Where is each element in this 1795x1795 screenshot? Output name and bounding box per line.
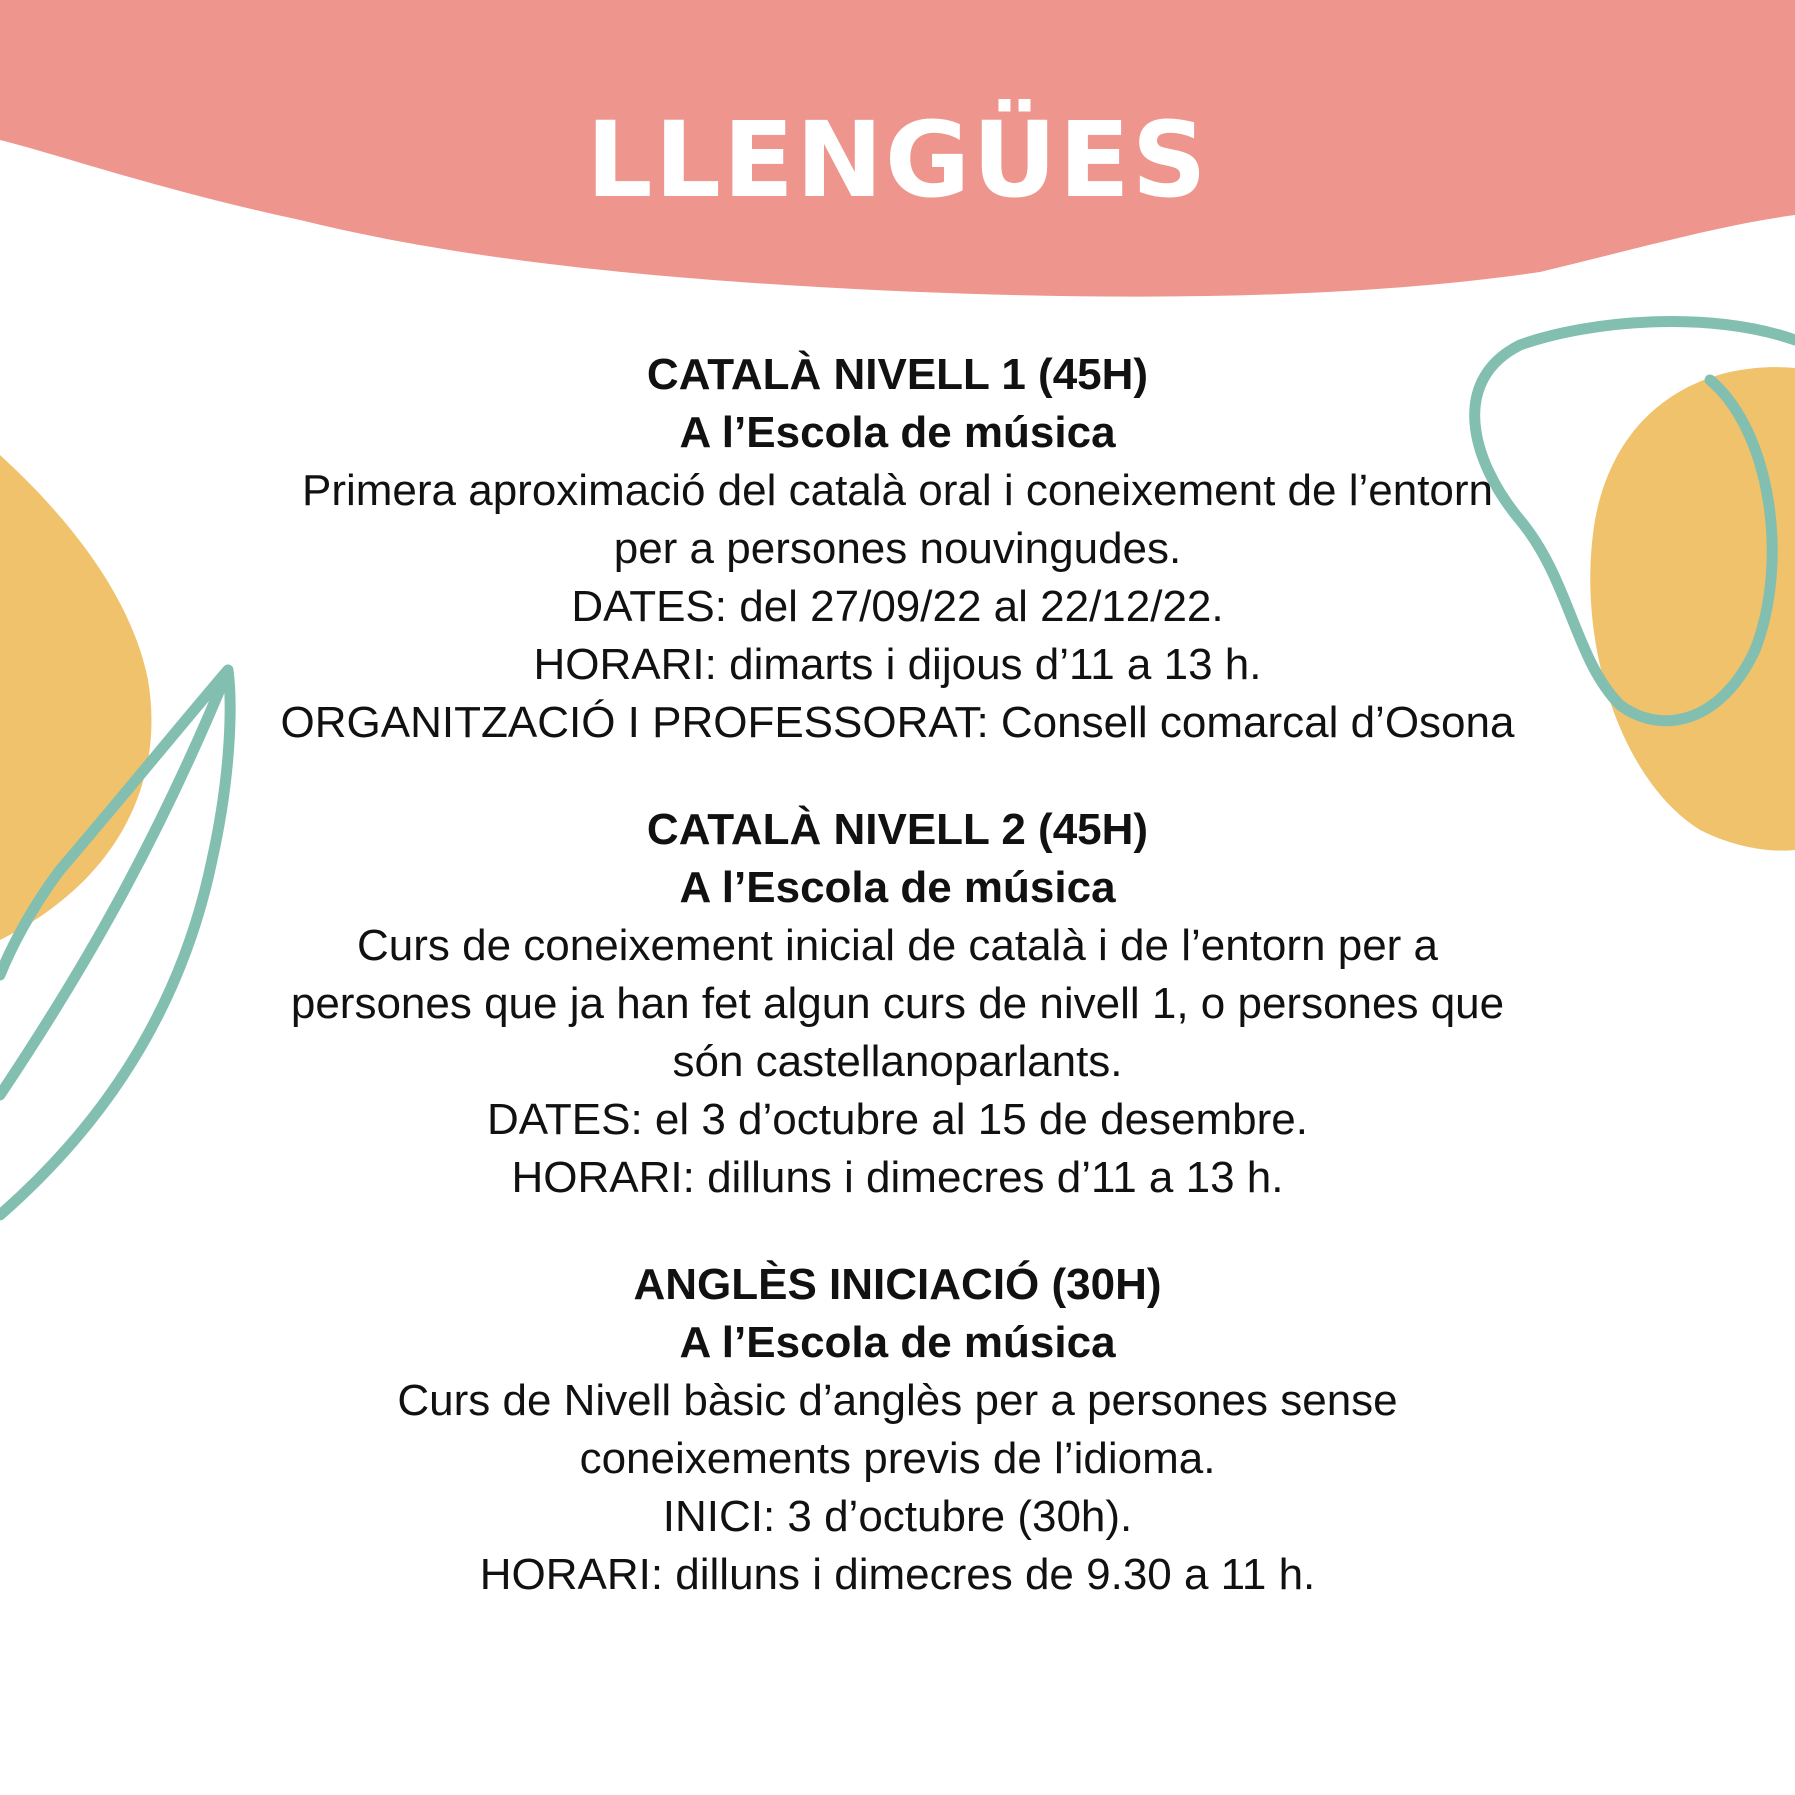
course-start: INICI: 3 d’octubre (30h). [662,1492,1133,1541]
course-description-line: Primera aproximació del català oral i coneixement de l’entorn [301,466,1494,515]
page-title: LLENGÜES [586,99,1209,221]
course-angles-iniciacio [160,1256,1635,1604]
course-title: ANGLÈS INICIACIÓ (30H) [633,1260,1162,1309]
courses-list [160,346,1635,1653]
course-location: A l’Escola de música [679,863,1116,912]
left-yellow-blob [0,455,151,940]
course-schedule: HORARI: dilluns i dimecres de 9.30 a 11 h. [479,1550,1316,1599]
course-description-line: persones que ja han fet algun curs de nivell 1, o persones que [290,979,1505,1028]
course-organization: ORGANITZACIÓ I PROFESSORAT: Consell comarcal d’Osona [280,698,1515,747]
course-description-line: coneixements previs de l’idioma. [579,1434,1216,1483]
course-catala-2 [160,801,1635,1207]
course-title: CATALÀ NIVELL 1 (45H) [646,350,1149,399]
course-description-line: Curs de Nivell bàsic d’anglès per a persones sense [397,1376,1398,1425]
course-description-line: per a persones nouvingudes. [613,524,1182,573]
course-location: A l’Escola de música [679,1318,1116,1367]
course-title: CATALÀ NIVELL 2 (45H) [646,805,1149,854]
course-schedule: HORARI: dimarts i dijous d’11 a 13 h. [533,640,1262,689]
course-description-line: Curs de coneixement inicial de català i de l’entorn per a [356,921,1439,970]
course-schedule: HORARI: dilluns i dimecres d’11 a 13 h. [511,1153,1284,1202]
course-dates: DATES: el 3 d’octubre al 15 de desembre. [487,1095,1308,1144]
course-location: A l’Escola de música [679,408,1116,457]
course-catala-1 [160,346,1635,752]
course-dates: DATES: del 27/09/22 al 22/12/22. [571,582,1224,631]
course-description-line: són castellanoparlants. [672,1037,1123,1086]
